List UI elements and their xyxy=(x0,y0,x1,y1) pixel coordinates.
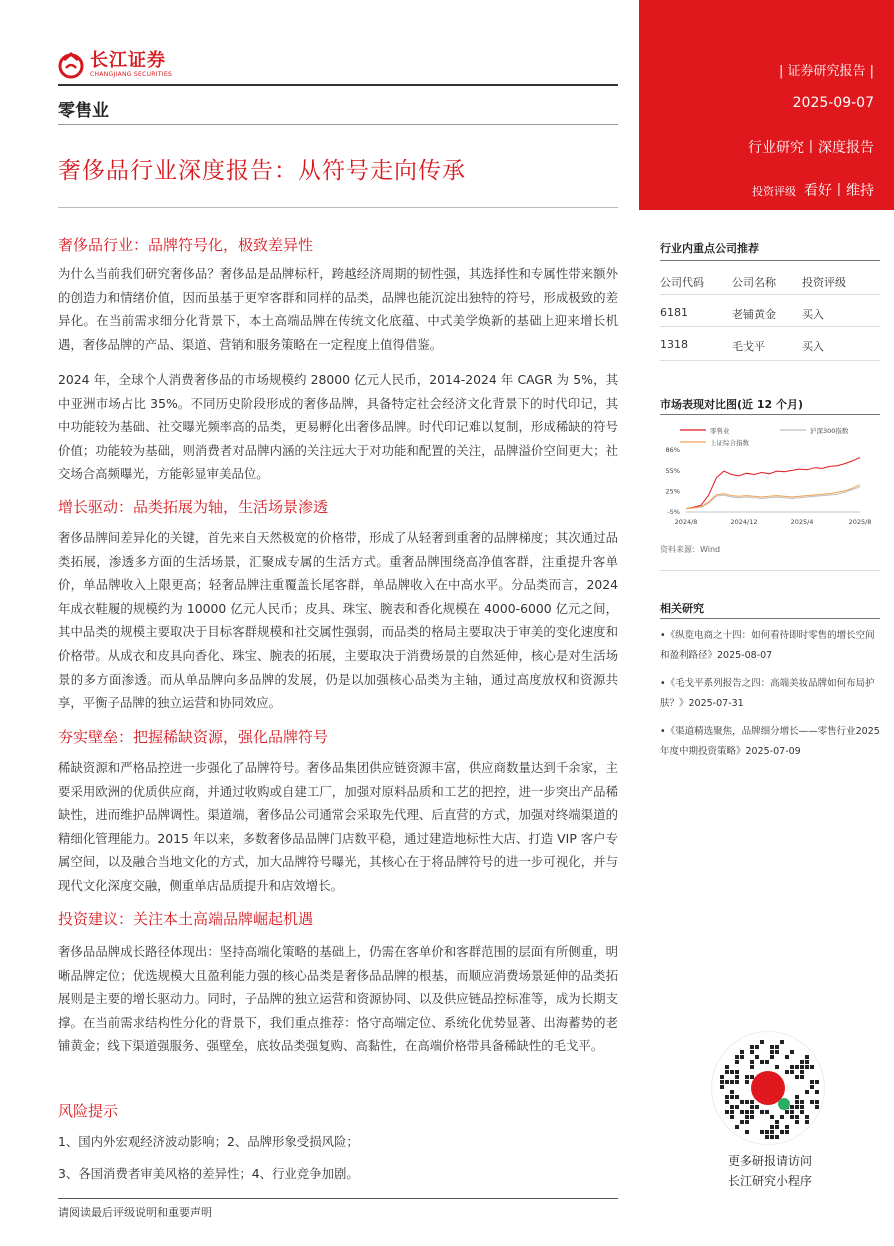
qr-module xyxy=(735,1070,739,1074)
section-heading: 增长驱动：品类拓展为轴，生活场景渗透 xyxy=(58,498,329,516)
qr-module xyxy=(725,1110,729,1114)
x-tick-label: 2024/12 xyxy=(730,518,758,526)
y-tick-label: 55% xyxy=(665,467,680,476)
logo-name-en: CHANGJIANG SECURITIES xyxy=(90,71,173,78)
qr-module xyxy=(750,1110,754,1114)
qr-module xyxy=(800,1075,804,1079)
qr-module xyxy=(750,1060,754,1064)
qr-module xyxy=(795,1100,799,1104)
legend-label: 零售业 xyxy=(710,427,730,435)
logo-name-cn: 长江证券 xyxy=(90,50,166,71)
qr-module xyxy=(750,1045,754,1049)
qr-module xyxy=(735,1125,739,1129)
qr-module xyxy=(810,1065,814,1069)
qr-module xyxy=(745,1075,749,1079)
company-code: 1318 xyxy=(660,338,688,351)
qr-module xyxy=(760,1040,764,1044)
qr-module xyxy=(740,1100,744,1104)
company-name: 毛戈平 xyxy=(732,340,765,353)
qr-module xyxy=(740,1055,744,1059)
qr-module xyxy=(730,1080,734,1084)
series-line xyxy=(686,487,860,509)
x-tick-label: 2025/4 xyxy=(790,518,814,526)
qr-module xyxy=(800,1070,804,1074)
table-row-divider xyxy=(660,326,880,327)
qr-module xyxy=(745,1100,749,1104)
qr-module xyxy=(735,1075,739,1079)
qr-module xyxy=(810,1080,814,1084)
qr-module xyxy=(775,1120,779,1124)
qr-module xyxy=(790,1105,794,1109)
series-line xyxy=(686,458,860,509)
section-heading: 投资建议：关注本土高端品牌崛起机遇 xyxy=(58,910,314,928)
qr-module xyxy=(795,1065,799,1069)
related-divider xyxy=(660,618,880,619)
section-paragraph: 为什么当前我们研究奢侈品？奢侈品是品牌标杆，跨越经济周期的韧性强，其选择性和专属性带来额外的创造力和情绪价值，因而虽基于更窄客群和同样的品类，品牌也能沉淀出独特的符号，形成极致的差异化。在当前需求细分化背景下，本土高端品牌在传统文化底蕴、中式美学焕新的基础上迎来增长机遇，奢侈品牌的产品、渠道、营销和服务策略在一定程度上值得借鉴。 xyxy=(58,266,618,352)
qr-module xyxy=(730,1115,734,1119)
qr-module xyxy=(730,1105,734,1109)
report-date: 2025-09-07 xyxy=(792,95,874,111)
qr-module xyxy=(800,1060,804,1064)
company-code: 6181 xyxy=(660,306,688,319)
qr-module xyxy=(750,1105,754,1109)
companies-table xyxy=(660,274,880,354)
qr-module xyxy=(785,1110,789,1114)
header-divider xyxy=(58,84,618,86)
qr-module xyxy=(750,1100,754,1104)
qr-module xyxy=(740,1110,744,1114)
header-rating: 投资评级 xyxy=(802,276,846,289)
qr-module xyxy=(805,1120,809,1124)
qr-caption: 更多研报请访问 xyxy=(727,1154,812,1168)
company-name: 老铺黄金 xyxy=(732,308,776,321)
qr-module xyxy=(725,1100,729,1104)
qr-module xyxy=(740,1050,744,1054)
qr-module xyxy=(785,1125,789,1129)
qr-module xyxy=(805,1060,809,1064)
wechat-badge-icon xyxy=(778,1098,790,1110)
qr-module xyxy=(805,1055,809,1059)
companies-title: 行业内重点公司推荐 xyxy=(660,242,759,255)
investment-rating xyxy=(752,180,874,200)
qr-module xyxy=(795,1075,799,1079)
qr-module xyxy=(775,1050,779,1054)
qr-module xyxy=(755,1055,759,1059)
qr-module xyxy=(785,1055,789,1059)
qr-module xyxy=(770,1115,774,1119)
qr-module xyxy=(780,1040,784,1044)
qr-module xyxy=(720,1075,724,1079)
qr-module xyxy=(790,1050,794,1054)
qr-module xyxy=(770,1045,774,1049)
chart-bottom-divider xyxy=(660,570,880,571)
qr-module xyxy=(720,1080,724,1084)
report-category: 行业研究丨深度报告 xyxy=(748,140,874,156)
rating-value: 看好丨维持 xyxy=(804,183,874,199)
report-title: 奢侈品行业深度报告：从符号走向传承 xyxy=(58,158,466,184)
y-tick-label: 86% xyxy=(665,446,680,454)
qr-module xyxy=(765,1060,769,1064)
footer-disclaimer: 请阅读最后评级说明和重要声明 xyxy=(58,1206,212,1219)
rating-label: 投资评级 xyxy=(752,185,796,198)
qr-module xyxy=(800,1065,804,1069)
qr-module xyxy=(775,1125,779,1129)
y-tick-label: -5% xyxy=(667,508,680,516)
related-item[interactable]: •《纵览电商之十四：如何看待即时零售的增长空间和盈利路径》2025-08-07 xyxy=(660,630,875,661)
qr-code-icon xyxy=(712,1032,824,1144)
qr-module xyxy=(785,1130,789,1134)
report-info-band xyxy=(639,0,894,210)
qr-module xyxy=(725,1080,729,1084)
qr-module xyxy=(725,1065,729,1069)
legend-label: 上证综合指数 xyxy=(710,439,749,447)
mini-program-qr-code[interactable] xyxy=(712,1032,824,1144)
qr-module xyxy=(750,1075,754,1079)
qr-module xyxy=(800,1100,804,1104)
section-paragraph: 奢侈品牌间差异化的关键，首先来自天然极宽的价格带，形成了从轻奢到重奢的品牌梯度；其次通过品类拓展，渗透多方面的生活场景，汇聚成专属的生活方式。重奢品牌围绕高净值客群，注重提升客单价，单品牌收入上限更高；轻奢品牌注重覆盖长尾客群，单品牌收入在中高水平。分品类而言，2024 年成衣鞋履的规模约为 10000 亿元人民币；皮具、珠宝、腕表和香化规模在 4000-6000 亿元之间，其中品类的规模主要取决于目标客群规模和社交属性强弱，而品类的格局主要取决于审美的变化速度和价格带。从成衣和皮具向香化、珠宝、腕表的拓展，主要取决于消费场景的自然延伸，核心是对生活场景的多方面渗透。而从单品牌向多品牌的发展，仍是以加强核心品类为主轴，通过高度放权和资源共享，平衡子品牌的独立运营和协同效应。 xyxy=(58,530,618,711)
chart-divider xyxy=(660,414,880,415)
chart-source: 资料来源：Wind xyxy=(660,545,721,554)
x-tick-label: 2024/8 xyxy=(674,518,698,526)
qr-module xyxy=(750,1115,754,1119)
qr-module xyxy=(745,1110,749,1114)
section-heading: 奢侈品行业：品牌符号化，极致差异性 xyxy=(58,236,314,254)
header-code: 公司代码 xyxy=(660,276,704,289)
section-paragraph: 2024 年，全球个人消费奢侈品的市场规模约 28000 亿元人民币，2014-2024 年 CAGR 为 5%，其中亚洲市场占比 35%。不同历史阶段形成的奢侈品牌，具备特定社会经济文化背景下的时代印记，其中功能较为基础、社交曝光频率高的品类，更易孵化出奢侈品牌。时代印记难以复制，形成稀缺的符号价值；功能较为基础，则消费者对品牌内涵的关注远大于对功能和配置的关注，品牌溢价空间更大；社交场合高频曝光，方能彰显审美品位。 xyxy=(58,372,618,482)
qr-module xyxy=(745,1120,749,1124)
qr-module xyxy=(760,1130,764,1134)
qr-module xyxy=(750,1065,754,1069)
related-title: 相关研究 xyxy=(660,602,704,615)
legend-label: 沪深300指数 xyxy=(810,427,849,435)
section-paragraph: 奢侈品品牌成长路径体现出：坚持高端化策略的基础上，仍需在客单价和客群范围的层面有所侧重，明晰品牌定位；优选规模大且盈利能力强的核心品类是奢侈品品牌的根基，而顺应消费场景延伸的品类拓展则是主要的增长驱动力。同时，子品牌的独立运营和资源协同、以及供应链品控标准等，成为长期支撑。在当前需求结构性分化的背景下，我们重点推荐：恪守高端定位、系统化优势显著、出海蓄势的老铺黄金；线下渠道强服务、强壁垒，底妆品类强复购、高黏性，在高端价格带具备稀缺性的毛戈平。 xyxy=(58,944,618,1054)
qr-module xyxy=(800,1105,804,1109)
qr-module xyxy=(770,1125,774,1129)
qr-module xyxy=(790,1115,794,1119)
qr-module xyxy=(725,1070,729,1074)
qr-module xyxy=(730,1070,734,1074)
qr-module xyxy=(795,1115,799,1119)
qr-module xyxy=(795,1095,799,1099)
y-tick-label: 25% xyxy=(665,487,680,496)
report-type: | 证券研究报告 | xyxy=(778,64,874,79)
footer-divider xyxy=(58,1198,618,1199)
header-name: 公司名称 xyxy=(732,276,776,289)
qr-module xyxy=(765,1110,769,1114)
qr-module xyxy=(805,1115,809,1119)
qr-module xyxy=(730,1090,734,1094)
qr-module xyxy=(815,1105,819,1109)
x-tick-label: 2025/8 xyxy=(848,518,872,526)
qr-module xyxy=(720,1085,724,1089)
market-performance-chart xyxy=(660,420,872,540)
title-divider xyxy=(58,207,618,208)
related-item[interactable]: •《渠道精选聚焦，品牌细分增长——零售行业2025 年度中期投资策略》2025-07-09 xyxy=(660,726,880,757)
risk-line: 3、各国消费者审美风格的差异性；4、行业竞争加剧。 xyxy=(58,1166,359,1181)
qr-module xyxy=(745,1080,749,1084)
qr-module xyxy=(800,1110,804,1114)
qr-module xyxy=(790,1070,794,1074)
company-rating: 买入 xyxy=(802,340,824,353)
qr-module xyxy=(740,1120,744,1124)
qr-module xyxy=(765,1135,769,1139)
section-heading: 夯实壁垒：把握稀缺资源，强化品牌符号 xyxy=(58,728,329,746)
qr-module xyxy=(770,1050,774,1054)
section-paragraph: 稀缺资源和严格品控进一步强化了品牌符号。奢侈品集团供应链资源丰富，供应商数量达到千余家，主要采用欧洲的优质供应商，并通过收购或自建工厂，加强对原料品质和工艺的把控，进一步突出产品稀缺性，进而维护品牌调性。渠道端，奢侈品公司通常会采取先代理、后直营的方式，加强对终端渠道的精细化管理能力。2015 年以来，多数奢侈品品牌门店数平稳，通过建造地标性大店、打造 VIP 客户专属空间，以及融合当地文化的方式，加大品牌符号曝光，其核心在于将品牌符号的进一步可视化，并与现代文化深度交融，侧重单店品质提升和店效增长。 xyxy=(58,760,618,893)
qr-module xyxy=(760,1110,764,1114)
qr-module xyxy=(755,1045,759,1049)
qr-module xyxy=(810,1100,814,1104)
qr-module xyxy=(775,1065,779,1069)
qr-module xyxy=(765,1130,769,1134)
logo-emblem-icon xyxy=(56,50,86,80)
qr-module xyxy=(755,1105,759,1109)
qr-module xyxy=(735,1095,739,1099)
qr-module xyxy=(730,1095,734,1099)
qr-caption: 长江研究小程序 xyxy=(727,1174,812,1188)
qr-module xyxy=(735,1055,739,1059)
risk-line: 1、国内外宏观经济波动影响；2、品牌形象受损风险； xyxy=(58,1134,359,1149)
qr-module xyxy=(775,1045,779,1049)
table-row-divider xyxy=(660,294,880,295)
qr-module xyxy=(780,1130,784,1134)
qr-module xyxy=(790,1065,794,1069)
qr-module xyxy=(745,1130,749,1134)
company-rating: 买入 xyxy=(802,308,824,321)
qr-module xyxy=(770,1130,774,1134)
qr-module xyxy=(735,1105,739,1109)
qr-module xyxy=(815,1080,819,1084)
qr-module xyxy=(795,1105,799,1109)
table-row-divider xyxy=(660,360,880,361)
qr-module xyxy=(745,1115,749,1119)
qr-module xyxy=(770,1055,774,1059)
companies-divider xyxy=(660,260,880,261)
related-item[interactable]: •《毛戈平系列报告之四：高端美妆品牌如何布局护肤？》2025-07-31 xyxy=(660,678,875,709)
qr-module xyxy=(815,1090,819,1094)
qr-module xyxy=(770,1135,774,1139)
qr-module xyxy=(725,1095,729,1099)
qr-module xyxy=(805,1065,809,1069)
qr-module xyxy=(735,1080,739,1084)
qr-module xyxy=(790,1110,794,1114)
company-logo xyxy=(56,48,256,82)
industry-label: 零售业 xyxy=(58,101,109,121)
qr-module xyxy=(750,1050,754,1054)
qr-module xyxy=(775,1135,779,1139)
qr-module xyxy=(730,1110,734,1114)
qr-module xyxy=(805,1090,809,1094)
qr-module xyxy=(795,1120,799,1124)
qr-module xyxy=(785,1070,789,1074)
industry-divider xyxy=(58,124,618,125)
risk-heading: 风险提示 xyxy=(58,1102,119,1120)
qr-module xyxy=(735,1060,739,1064)
qr-module xyxy=(760,1060,764,1064)
qr-module xyxy=(780,1115,784,1119)
qr-module xyxy=(810,1085,814,1089)
qr-module xyxy=(815,1100,819,1104)
chart-title: 市场表现对比图(近 12 个月) xyxy=(660,398,804,411)
